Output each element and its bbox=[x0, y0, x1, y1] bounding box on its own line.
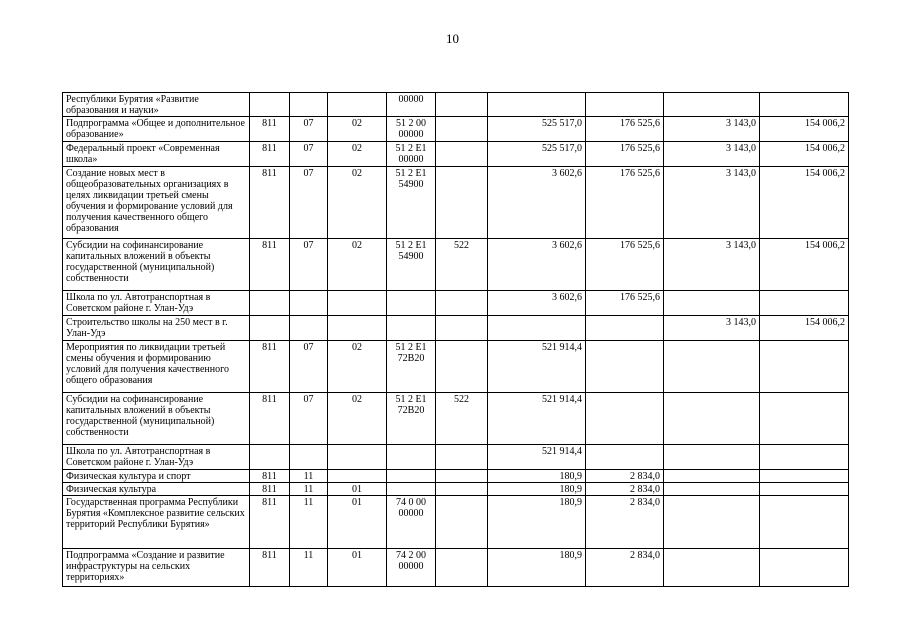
cell-expense-type: 522 bbox=[436, 393, 488, 445]
cell-amount-1: 521 914,4 bbox=[488, 445, 586, 470]
cell-section-code bbox=[290, 316, 328, 341]
cell-amount-4 bbox=[760, 470, 849, 483]
cell-amount-1: 180,9 bbox=[488, 549, 586, 587]
cell-name: Мероприятия по ликвидации третьей смены обучения и формированию условий для получения качественного общего образования bbox=[63, 341, 250, 393]
cell-name: Подпрограмма «Общее и дополнительное образование» bbox=[63, 117, 250, 142]
cell-section-code: 11 bbox=[290, 549, 328, 587]
cell-target-article: 51 2 E1 54900 bbox=[387, 167, 436, 239]
cell-expense-type bbox=[436, 142, 488, 167]
cell-section-code: 07 bbox=[290, 239, 328, 291]
cell-subsection-code: 02 bbox=[328, 167, 387, 239]
cell-amount-2: 2 834,0 bbox=[586, 470, 664, 483]
cell-amount-4: 154 006,2 bbox=[760, 142, 849, 167]
cell-amount-3 bbox=[664, 291, 760, 316]
cell-target-article: 74 2 00 00000 bbox=[387, 549, 436, 587]
cell-subsection-code: 02 bbox=[328, 239, 387, 291]
cell-target-article bbox=[387, 291, 436, 316]
cell-expense-type bbox=[436, 549, 488, 587]
cell-amount-1: 3 602,6 bbox=[488, 291, 586, 316]
cell-expense-type bbox=[436, 93, 488, 117]
cell-expense-type bbox=[436, 341, 488, 393]
budget-table-body bbox=[63, 93, 849, 587]
cell-name: Субсидии на софинансирование капитальных вложений в объекты государственной (муниципальной) собственности bbox=[63, 393, 250, 445]
cell-amount-2: 176 525,6 bbox=[586, 291, 664, 316]
budget-table bbox=[62, 92, 849, 587]
cell-expense-type: 522 bbox=[436, 239, 488, 291]
table-row bbox=[63, 393, 849, 445]
cell-name: Федеральный проект «Современная школа» bbox=[63, 142, 250, 167]
cell-amount-3: 3 143,0 bbox=[664, 239, 760, 291]
cell-name: Субсидии на софинансирование капитальных вложений в объекты государственной (муниципальной) собственности bbox=[63, 239, 250, 291]
cell-section-code: 07 bbox=[290, 167, 328, 239]
page-number: 10 bbox=[446, 31, 459, 46]
cell-amount-1: 180,9 bbox=[488, 483, 586, 496]
cell-section-code: 11 bbox=[290, 496, 328, 549]
cell-amount-4 bbox=[760, 93, 849, 117]
cell-amount-2: 176 525,6 bbox=[586, 239, 664, 291]
cell-amount-2: 176 525,6 bbox=[586, 167, 664, 239]
cell-subsection-code: 02 bbox=[328, 393, 387, 445]
cell-section-code: 11 bbox=[290, 483, 328, 496]
table-row bbox=[63, 93, 849, 117]
table-row bbox=[63, 117, 849, 142]
cell-section-code bbox=[290, 93, 328, 117]
cell-section-code: 07 bbox=[290, 142, 328, 167]
cell-target-article: 00000 bbox=[387, 93, 436, 117]
cell-amount-3 bbox=[664, 93, 760, 117]
cell-target-article: 51 2 E1 00000 bbox=[387, 142, 436, 167]
cell-amount-2: 2 834,0 bbox=[586, 496, 664, 549]
cell-subsection-code: 01 bbox=[328, 483, 387, 496]
cell-amount-2 bbox=[586, 316, 664, 341]
cell-subsection-code bbox=[328, 445, 387, 470]
cell-amount-1: 3 602,6 bbox=[488, 239, 586, 291]
cell-expense-type bbox=[436, 470, 488, 483]
cell-section-code: 07 bbox=[290, 393, 328, 445]
table-row bbox=[63, 470, 849, 483]
cell-amount-4 bbox=[760, 483, 849, 496]
table-row bbox=[63, 445, 849, 470]
cell-grbs-code: 811 bbox=[250, 496, 290, 549]
cell-amount-4: 154 006,2 bbox=[760, 117, 849, 142]
cell-amount-1: 521 914,4 bbox=[488, 393, 586, 445]
cell-name: Школа по ул. Автотранспортная в Советском районе г. Улан-Удэ bbox=[63, 291, 250, 316]
cell-name: Государственная программа Республики Бурятия «Комплексное развитие сельских территорий Республики Бурятия» bbox=[63, 496, 250, 549]
cell-amount-3: 3 143,0 bbox=[664, 142, 760, 167]
table-row bbox=[63, 483, 849, 496]
cell-amount-2: 2 834,0 bbox=[586, 483, 664, 496]
cell-grbs-code: 811 bbox=[250, 239, 290, 291]
cell-amount-4: 154 006,2 bbox=[760, 167, 849, 239]
cell-amount-3 bbox=[664, 393, 760, 445]
cell-grbs-code: 811 bbox=[250, 142, 290, 167]
cell-amount-3 bbox=[664, 549, 760, 587]
cell-amount-3 bbox=[664, 483, 760, 496]
cell-amount-3: 3 143,0 bbox=[664, 117, 760, 142]
cell-section-code bbox=[290, 291, 328, 316]
cell-amount-1 bbox=[488, 316, 586, 341]
cell-section-code: 07 bbox=[290, 117, 328, 142]
cell-name: Физическая культура bbox=[63, 483, 250, 496]
cell-expense-type bbox=[436, 496, 488, 549]
cell-expense-type bbox=[436, 167, 488, 239]
cell-expense-type bbox=[436, 445, 488, 470]
cell-subsection-code: 02 bbox=[328, 341, 387, 393]
table-row bbox=[63, 142, 849, 167]
cell-section-code bbox=[290, 445, 328, 470]
cell-grbs-code bbox=[250, 316, 290, 341]
cell-amount-4: 154 006,2 bbox=[760, 239, 849, 291]
cell-amount-2: 2 834,0 bbox=[586, 549, 664, 587]
cell-target-article: 51 2 E1 72B20 bbox=[387, 341, 436, 393]
cell-amount-1: 525 517,0 bbox=[488, 117, 586, 142]
cell-expense-type bbox=[436, 117, 488, 142]
cell-target-article bbox=[387, 316, 436, 341]
cell-name: Школа по ул. Автотранспортная в Советском районе г. Улан-Удэ bbox=[63, 445, 250, 470]
cell-expense-type bbox=[436, 291, 488, 316]
cell-amount-4 bbox=[760, 445, 849, 470]
cell-target-article: 51 2 E1 54900 bbox=[387, 239, 436, 291]
cell-subsection-code bbox=[328, 93, 387, 117]
cell-amount-1: 525 517,0 bbox=[488, 142, 586, 167]
cell-subsection-code bbox=[328, 470, 387, 483]
cell-target-article bbox=[387, 470, 436, 483]
cell-grbs-code: 811 bbox=[250, 549, 290, 587]
cell-section-code: 11 bbox=[290, 470, 328, 483]
cell-target-article bbox=[387, 445, 436, 470]
cell-amount-2: 176 525,6 bbox=[586, 117, 664, 142]
cell-amount-1 bbox=[488, 93, 586, 117]
cell-subsection-code: 02 bbox=[328, 117, 387, 142]
cell-grbs-code: 811 bbox=[250, 393, 290, 445]
cell-name: Республики Бурятия «Развитие образования и науки» bbox=[63, 93, 250, 117]
cell-expense-type bbox=[436, 316, 488, 341]
cell-target-article: 74 0 00 00000 bbox=[387, 496, 436, 549]
cell-name: Строительство школы на 250 мест в г. Улан-Удэ bbox=[63, 316, 250, 341]
cell-amount-1: 3 602,6 bbox=[488, 167, 586, 239]
table-row bbox=[63, 316, 849, 341]
cell-target-article: 51 2 E1 72B20 bbox=[387, 393, 436, 445]
cell-subsection-code: 01 bbox=[328, 496, 387, 549]
cell-amount-3 bbox=[664, 496, 760, 549]
cell-amount-3: 3 143,0 bbox=[664, 316, 760, 341]
table-row bbox=[63, 549, 849, 587]
cell-amount-4 bbox=[760, 549, 849, 587]
cell-amount-1: 180,9 bbox=[488, 496, 586, 549]
cell-subsection-code bbox=[328, 291, 387, 316]
cell-target-article: 51 2 00 00000 bbox=[387, 117, 436, 142]
cell-subsection-code bbox=[328, 316, 387, 341]
cell-target-article bbox=[387, 483, 436, 496]
cell-grbs-code bbox=[250, 445, 290, 470]
table-row bbox=[63, 239, 849, 291]
cell-grbs-code: 811 bbox=[250, 167, 290, 239]
cell-amount-4 bbox=[760, 496, 849, 549]
cell-amount-4: 154 006,2 bbox=[760, 316, 849, 341]
table-row bbox=[63, 167, 849, 239]
cell-expense-type bbox=[436, 483, 488, 496]
cell-amount-1: 180,9 bbox=[488, 470, 586, 483]
cell-amount-3 bbox=[664, 341, 760, 393]
cell-grbs-code: 811 bbox=[250, 117, 290, 142]
cell-grbs-code bbox=[250, 93, 290, 117]
cell-amount-2 bbox=[586, 393, 664, 445]
cell-name: Физическая культура и спорт bbox=[63, 470, 250, 483]
cell-grbs-code: 811 bbox=[250, 483, 290, 496]
cell-section-code: 07 bbox=[290, 341, 328, 393]
cell-name: Создание новых мест в общеобразовательных организациях в целях ликвидации третьей смены обучения и формирование условий для получения качественного общего образования bbox=[63, 167, 250, 239]
cell-amount-2 bbox=[586, 341, 664, 393]
cell-amount-3 bbox=[664, 470, 760, 483]
cell-grbs-code bbox=[250, 291, 290, 316]
cell-subsection-code: 01 bbox=[328, 549, 387, 587]
cell-amount-3: 3 143,0 bbox=[664, 167, 760, 239]
cell-name: Подпрограмма «Создание и развитие инфраструктуры на сельских территориях» bbox=[63, 549, 250, 587]
cell-subsection-code: 02 bbox=[328, 142, 387, 167]
cell-amount-4 bbox=[760, 291, 849, 316]
table-row bbox=[63, 291, 849, 316]
cell-amount-2 bbox=[586, 445, 664, 470]
cell-amount-1: 521 914,4 bbox=[488, 341, 586, 393]
cell-amount-4 bbox=[760, 341, 849, 393]
table-row bbox=[63, 496, 849, 549]
cell-grbs-code: 811 bbox=[250, 341, 290, 393]
cell-grbs-code: 811 bbox=[250, 470, 290, 483]
table-row bbox=[63, 341, 849, 393]
cell-amount-4 bbox=[760, 393, 849, 445]
cell-amount-3 bbox=[664, 445, 760, 470]
cell-amount-2: 176 525,6 bbox=[586, 142, 664, 167]
cell-amount-2 bbox=[586, 93, 664, 117]
